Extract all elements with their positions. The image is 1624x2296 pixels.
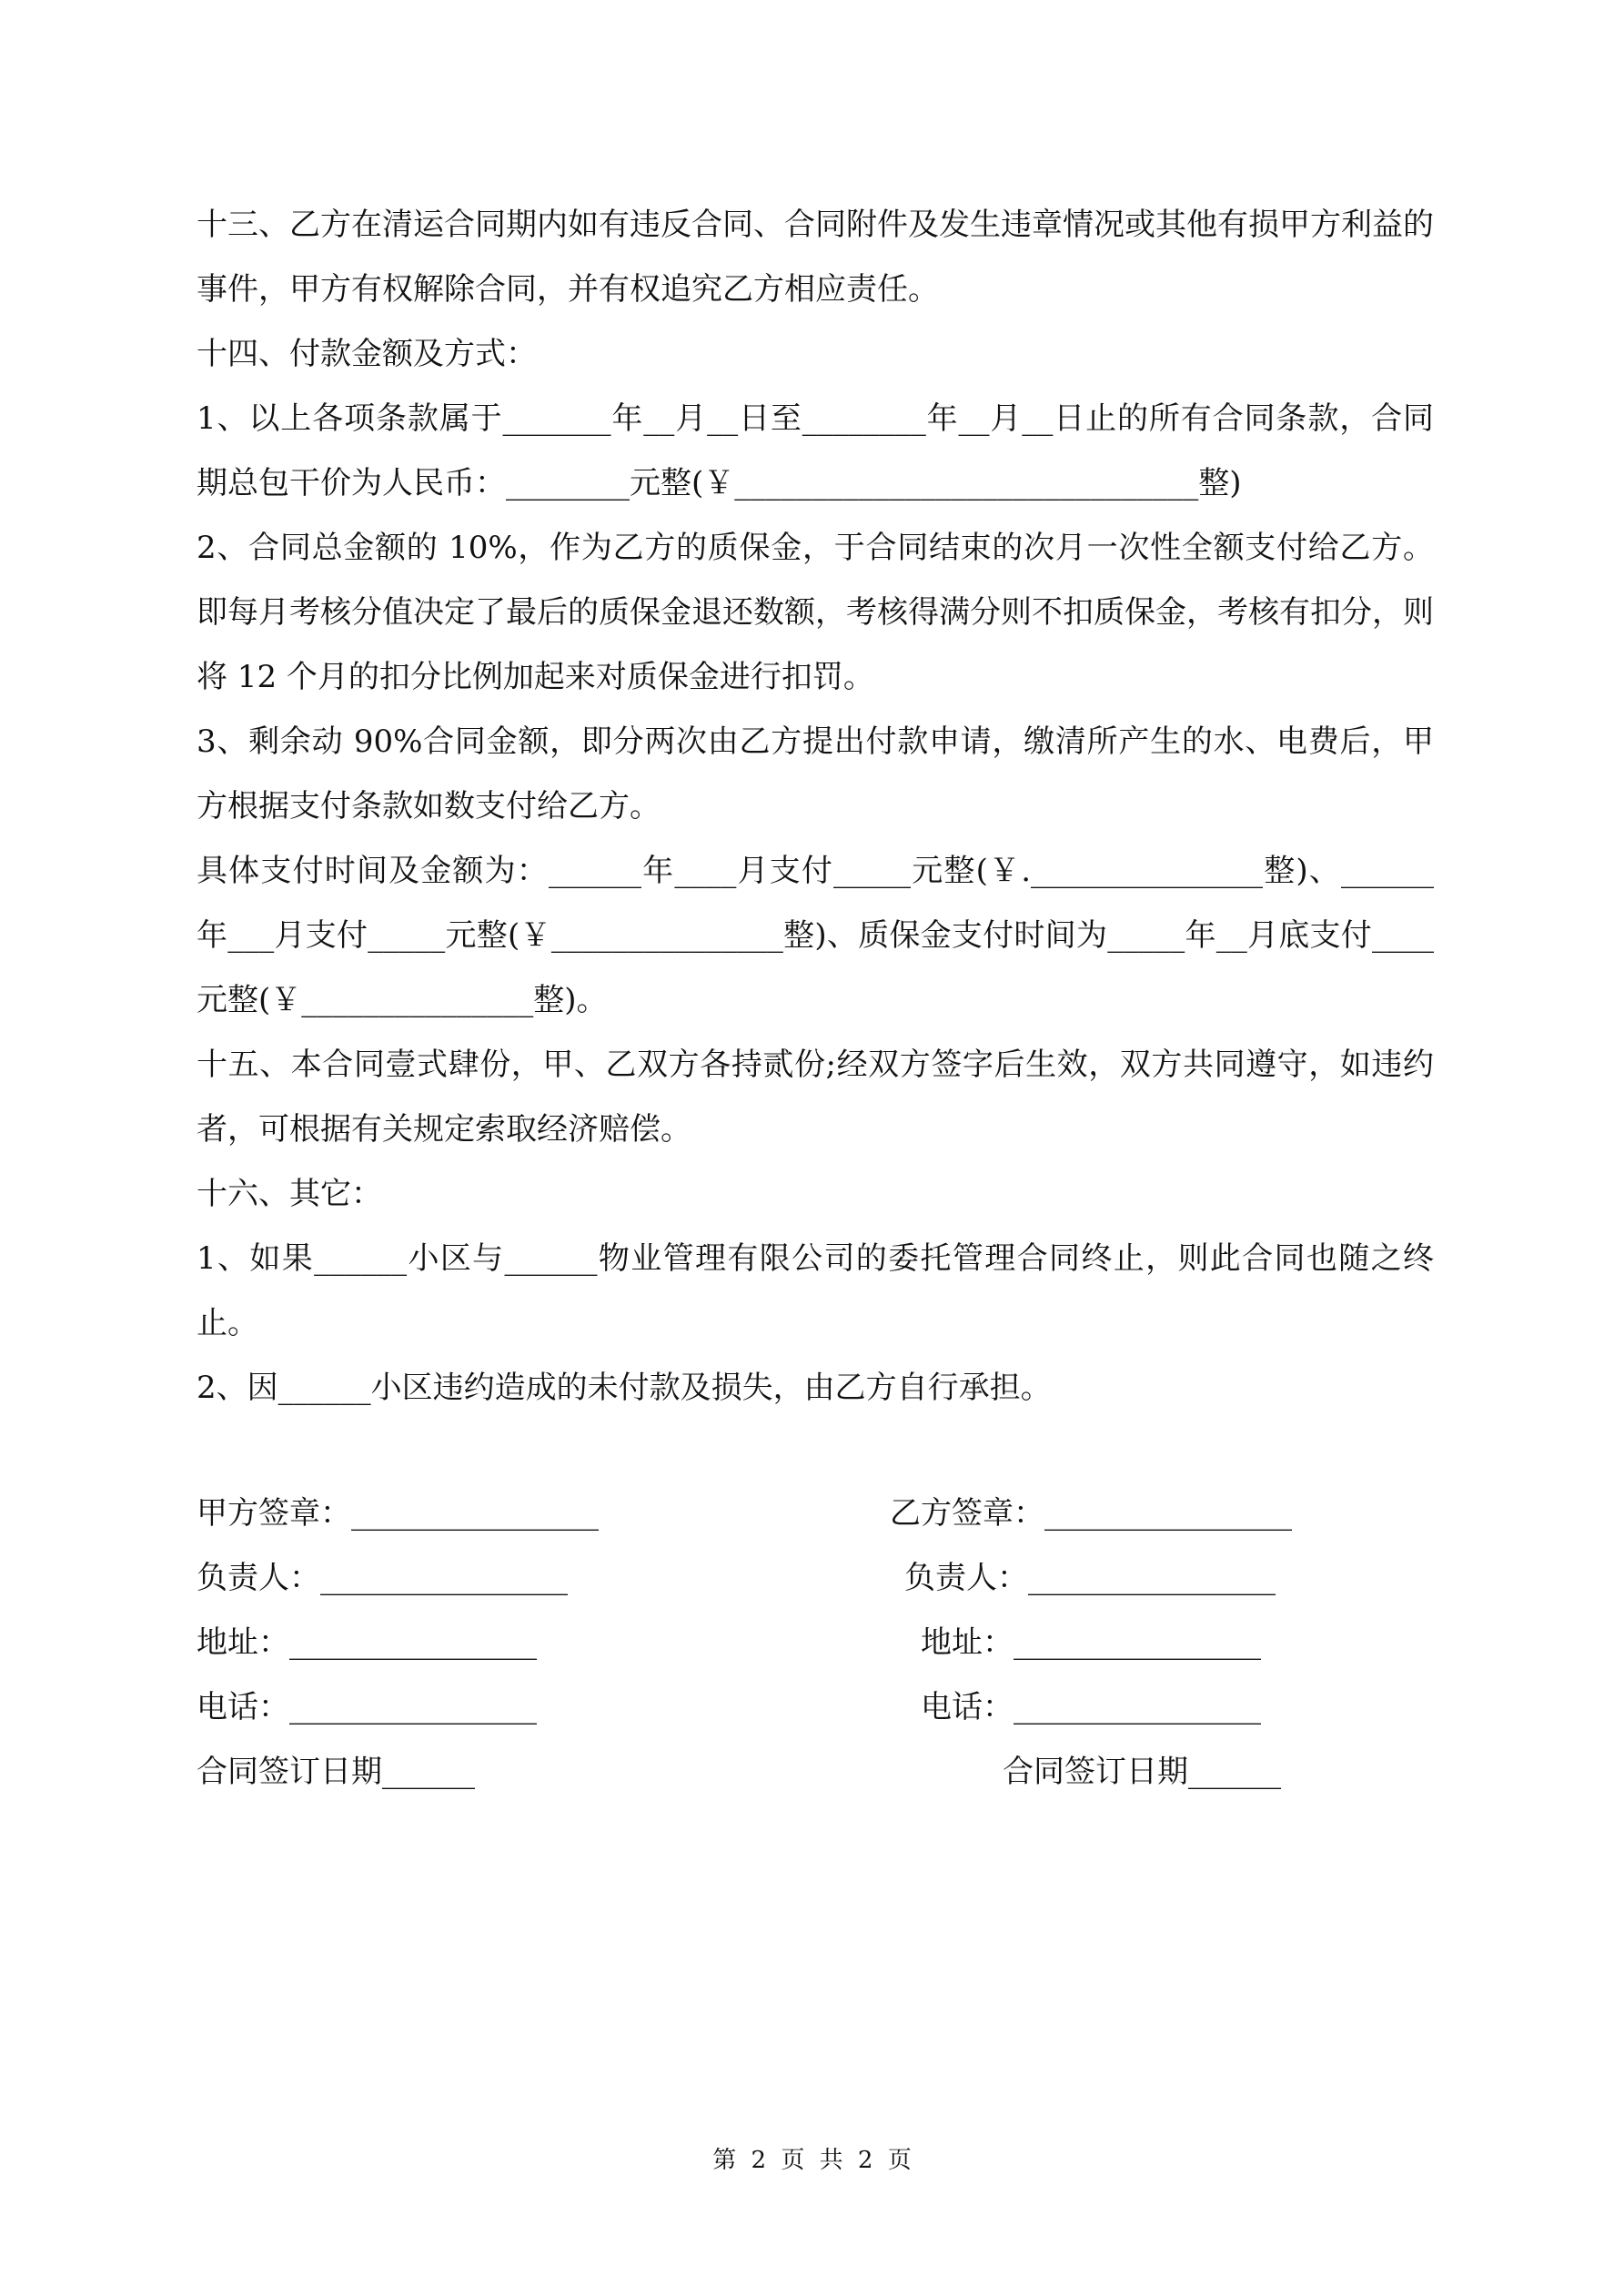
clause-14-item-3: 3、剩余动 90%合同金额，即分两次由乙方提出付款申请，缴清所产生的水、电费后，甲方根据支付条款如数支付给乙方。 [197, 723, 1434, 824]
party-a-seal: 甲方签章：________________ [197, 1495, 599, 1532]
party-b-person: 负责人：________________ [904, 1560, 1276, 1596]
clause-16-item-2: 2、因______小区违约造成的未付款及损失，由乙方自行承担。 [197, 1370, 1052, 1406]
contract-body [197, 193, 1434, 1421]
clause-16-item-1: 1、如果______小区与______物业管理有限公司的委托管理合同终止，则此合同也随之终止。 [197, 1240, 1434, 1341]
party-b-address: 地址：________________ [921, 1624, 1261, 1661]
clause-14-item-2: 2、合同总金额的 10%，作为乙方的质保金，于合同结束的次月一次性全额支付给乙方。即每月考核分值决定了最后的质保金退还数额，考核得满分则不扣质保金，考核有扣分，则将 12 个月的扣分比例加起来对质保金进行扣罚。 [197, 530, 1434, 695]
clause-14-item-1: 1、以上各项条款属于_______年__月__日至________年__月__日止的所有合同条款，合同期总包干价为人民币：________元整(￥______________________________整) [197, 400, 1434, 501]
party-b-phone: 电话：________________ [921, 1689, 1261, 1725]
party-a-date: 合同签订日期______ [197, 1754, 475, 1790]
party-a-phone: 电话：________________ [197, 1689, 537, 1725]
party-b-date: 合同签订日期______ [1003, 1754, 1281, 1790]
payment-schedule: 具体支付时间及金额为：______年____月支付_____元整(￥._______________整)、______年___月支付_____元整(￥_______________整)、质保金支付时间为_____年__月底支付____元整(￥_______________整)。 [197, 853, 1434, 1018]
party-b-seal: 乙方签章：________________ [890, 1495, 1292, 1532]
clause-13: 十三、乙方在清运合同期内如有违反合同、合同附件及发生违章情况或其他有损甲方利益的事件，甲方有权解除合同，并有权追究乙方相应责任。 [197, 207, 1434, 308]
clause-16-heading: 十六、其它： [197, 1176, 382, 1212]
clause-14-heading: 十四、付款金额及方式： [197, 336, 537, 372]
clause-15: 十五、本合同壹式肆份，甲、乙双方各持贰份;经双方签字后生效，双方共同遵守，如违约者，可根据有关规定索取经济赔偿。 [197, 1047, 1434, 1148]
party-a-address: 地址：________________ [197, 1624, 537, 1661]
party-a-person: 负责人：________________ [197, 1560, 568, 1596]
page-number: 第 2 页 共 2 页 [712, 2147, 912, 2174]
